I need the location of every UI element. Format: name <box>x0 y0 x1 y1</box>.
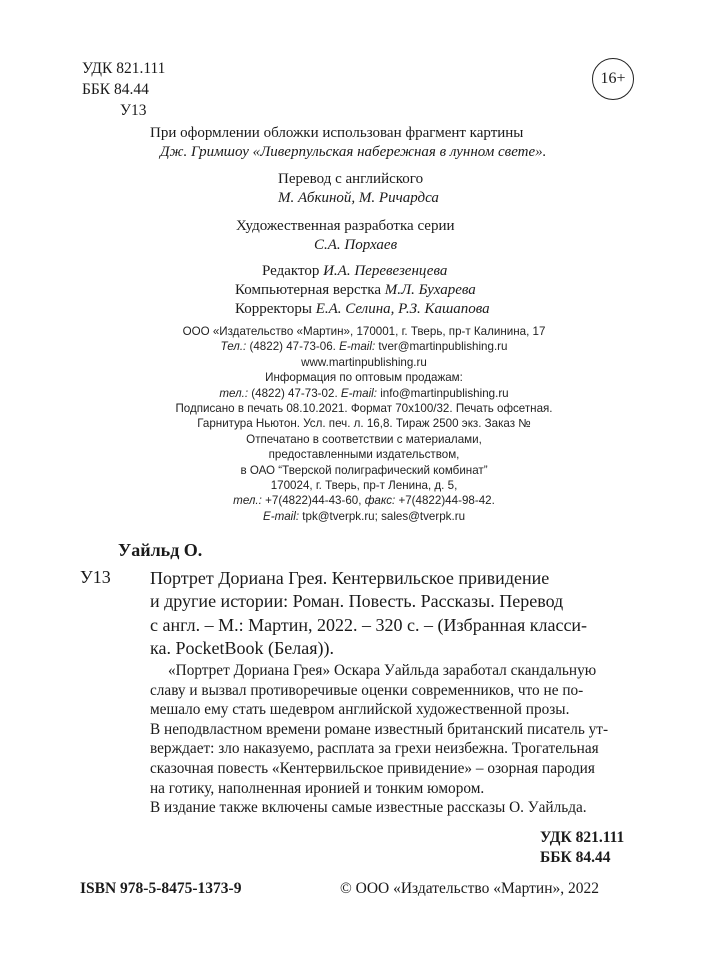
proof-label: Корректоры <box>235 301 312 317</box>
imprint-line1: Подписано в печать 08.10.2021. Формат 70х100/32. Печать офсетная. <box>175 402 553 415</box>
abstract-line2: славу и вызвал противоречивые оценки современников, что не по- <box>150 681 584 699</box>
abstract <box>150 661 640 818</box>
age-rating-text: 16+ <box>600 70 626 87</box>
proof-names: Е.А. Селина, Р.З. Кашапова <box>315 301 490 317</box>
layout-name: М.Л. Бухарева <box>384 282 476 298</box>
imprint-info <box>144 401 584 524</box>
series-design-credit <box>236 217 455 255</box>
abstract-line7: на готику, наполненная иронией и тонким юмором. <box>150 779 485 797</box>
publisher-email: tver@martinpublishing.ru <box>378 340 508 354</box>
abstract-line3: мешало ему стать шедевром английской художественной прозы. <box>150 701 570 719</box>
biblio-line2: и другие истории: Роман. Повесть. Рассказы. Перевод <box>150 591 564 612</box>
bbk-code: ББК 84.44 <box>82 81 149 98</box>
layout-label: Компьютерная верстка <box>235 282 381 298</box>
imprint-line6: 170024, г. Тверь, пр-т Ленина, д. 5, <box>270 479 458 493</box>
footer-codes <box>540 828 624 868</box>
footer-bbk: ББК 84.44 <box>540 849 611 866</box>
biblio-line4: ка. PocketBook (Белая)). <box>150 637 335 658</box>
publisher-tel: (4822) 47-73-06. <box>249 340 336 354</box>
translation-credit <box>278 170 439 208</box>
imprint-line3: Отпечатано в соответствии с материалами, <box>246 432 482 446</box>
biblio-description <box>150 567 640 660</box>
printer-email: tpk@tverpk.ru; sales@tverpk.ru <box>302 509 466 523</box>
staff-credits <box>235 262 490 319</box>
footer-udk: УДК 821.111 <box>540 829 625 846</box>
printer-tel-label: тел.: <box>233 494 262 508</box>
cover-credit <box>150 124 546 162</box>
wholesale-label: Информация по оптовым продажам: <box>265 371 463 385</box>
editor-name: И.А. Перевезенцева <box>323 263 448 279</box>
wholesale-email: info@martinpublishing.ru <box>380 386 509 400</box>
copyright: © ООО «Издательство «Мартин», 2022 <box>340 880 600 897</box>
wholesale-tel-label: тел.: <box>219 386 249 400</box>
imprint-line5: в ОАО “Тверской полиграфический комбинат” <box>240 463 488 477</box>
publisher-info <box>144 324 584 401</box>
age-rating-badge <box>592 58 634 100</box>
classification-codes <box>82 58 165 121</box>
biblio-line3: с англ. – М.: Мартин, 2022. – 320 с. – (Избранная класси- <box>150 614 588 635</box>
printer-fax-label: факс: <box>364 494 396 508</box>
isbn: ISBN 978-5-8475-1373-9 <box>80 880 242 897</box>
udk-code: УДК 821.111 <box>82 60 166 77</box>
publisher-tel-label: Тел.: <box>220 340 247 354</box>
editor-label: Редактор <box>262 263 320 279</box>
abstract-line6: сказочная повесть «Кентервильское привидение» – озорная пародия <box>150 759 595 777</box>
printer-email-label: E-mail: <box>262 509 300 523</box>
imprint-line2: Гарнитура Ньютон. Усл. печ. л. 16,8. Тираж 2500 экз. Заказ № <box>197 417 531 431</box>
publisher-website: www.martinpublishing.ru <box>301 355 427 369</box>
abstract-line4: В неподвластном времени романе известный британский писатель ут- <box>150 720 609 738</box>
abstract-line5: верждает: зло наказуемо, расплата за грехи неизбежна. Трогательная <box>150 740 599 758</box>
author-mark: У13 <box>120 102 147 119</box>
publisher-email-label: E-mail: <box>339 340 376 354</box>
abstract-line1: «Портрет Дориана Грея» Оскара Уайльда заработал скандальную <box>168 662 597 679</box>
translation-names: М. Абкиной, М. Ричардса <box>278 190 439 206</box>
publisher-address: ООО «Издательство «Мартин», 170001, г. Тверь, пр-т Калинина, 17 <box>182 325 546 338</box>
series-design-label: Художественная разработка серии <box>236 218 455 234</box>
wholesale-email-label: E-mail: <box>340 386 377 400</box>
wholesale-tel: (4822) 47-73-02. <box>251 386 338 400</box>
cover-credit-line1: При оформлении обложки использован фрагмент картины <box>150 125 524 141</box>
biblio-author: Уайльд О. <box>118 540 203 560</box>
abstract-line8: В издание также включены самые известные рассказы О. Уайльда. <box>150 799 587 817</box>
biblio-line1: Портрет Дориана Грея. Кентервильское привидение <box>150 568 550 588</box>
biblio-code: У13 <box>80 567 111 587</box>
series-design-name: С.А. Порхаев <box>314 237 398 253</box>
printer-tel: +7(4822)44-43-60, <box>265 494 362 508</box>
printer-fax: +7(4822)44-98-42. <box>398 494 495 508</box>
imprint-line4: предоставленными издательством, <box>268 448 460 462</box>
cover-credit-line2: Дж. Гримшоу «Ливерпульская набережная в лунном свете». <box>160 144 547 160</box>
translation-label: Перевод с английского <box>278 171 424 187</box>
